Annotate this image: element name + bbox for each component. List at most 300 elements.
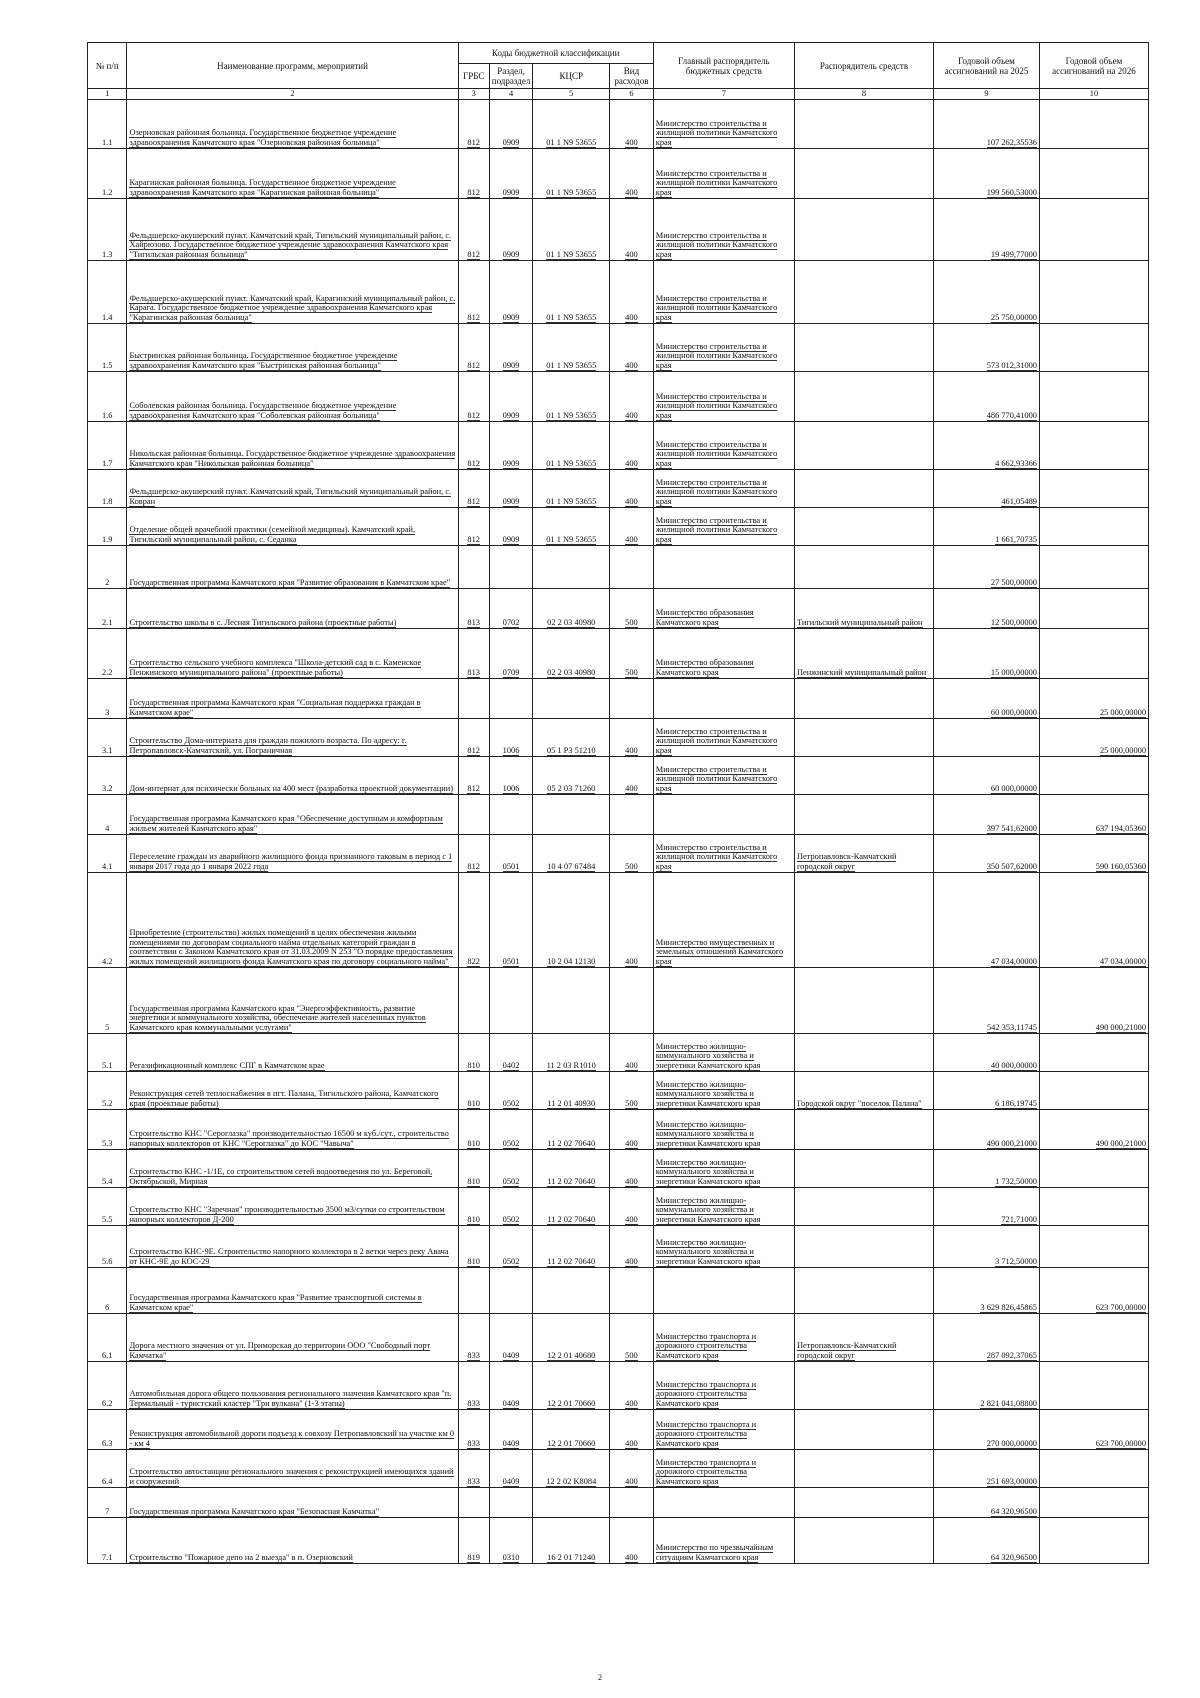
amount-2026-cell (1039, 1187, 1148, 1225)
row-number: 7 (105, 1507, 110, 1516)
expense-type-cell (610, 1449, 654, 1487)
amount-2025: 60 000,00000 (990, 784, 1037, 793)
table-row (88, 1361, 1149, 1409)
program-name: Фельдшерско-акушерский пункт. Камчатский край, Карагинский муниципальный район, с. Карага. Государственное бюджетное учреждение здравоохранения Камчатского края "Карагинская районная больница" (129, 293, 456, 322)
row-number: 1.3 (101, 250, 113, 259)
manager-cell (794, 371, 933, 421)
header-grbs: ГРБС (458, 64, 489, 89)
kcsr-code-cell (533, 507, 610, 545)
row-number: 5.1 (101, 1061, 113, 1070)
kcsr-code-cell (533, 1149, 610, 1187)
manager-cell (794, 99, 933, 148)
program-name-cell (127, 628, 458, 678)
page-number: 2 (598, 1673, 602, 1682)
row-number: 1.8 (101, 497, 113, 506)
amount-2025: 542 353,11745 (986, 1023, 1037, 1032)
grbs-code: 812 (467, 250, 480, 259)
kcsr-code: 11 2 03 R1010 (546, 1061, 596, 1070)
kcsr-code-cell (533, 148, 610, 198)
amount-2026-cell (1039, 834, 1148, 872)
amount-2025-cell (934, 1225, 1040, 1267)
row-number: 6.3 (101, 1439, 113, 1448)
manager-cell (794, 323, 933, 371)
table-row (88, 507, 1149, 545)
amount-2025: 4 662,93366 (995, 459, 1037, 468)
kcsr-code-cell (533, 1225, 610, 1267)
main-manager: Министерство строительства и жилищной политики Камчатского края (655, 477, 778, 506)
row-number: 3.1 (101, 746, 113, 755)
section-code: 0409 (502, 1399, 520, 1408)
amount-2025-cell (934, 99, 1040, 148)
row-number-cell (88, 1187, 127, 1225)
kcsr-code: 01 1 N9 53655 (546, 497, 597, 506)
program-name: Озерновская районная больница. Государственное бюджетное учреждение здравоохранения Камчатского края "Озерновская районная больница" (129, 128, 397, 147)
grbs-code: 812 (467, 497, 480, 506)
kcsr-code-cell (533, 588, 610, 628)
amount-2026-cell (1039, 967, 1148, 1033)
amount-2026-cell (1039, 872, 1148, 967)
expense-type-cell (610, 507, 654, 545)
row-number-cell (88, 967, 127, 1033)
grbs-code-cell (458, 967, 489, 1033)
manager-cell (794, 794, 933, 834)
table-row (88, 1187, 1149, 1225)
row-number: 5.3 (101, 1139, 113, 1148)
expense-type-cell (610, 1109, 654, 1149)
main-manager-cell (653, 718, 794, 756)
row-number-cell (88, 148, 127, 198)
expense-type: 400 (625, 1177, 638, 1186)
expense-type-cell (610, 371, 654, 421)
grbs-code-cell (458, 756, 489, 794)
program-name-cell (127, 1149, 458, 1187)
header-year-2026: Годовой объем ассигнований на 2026 (1039, 43, 1148, 89)
program-name-cell (127, 588, 458, 628)
expense-type-cell (610, 1225, 654, 1267)
section-code: 0409 (502, 1477, 520, 1486)
table-row (88, 421, 1149, 469)
kcsr-code-cell (533, 1361, 610, 1409)
amount-2025-cell (934, 1361, 1040, 1409)
program-name: Отделение общей врачебной практики (семейной медицины). Камчатский край, Тигильский муниципальный район, с. Седанка (129, 525, 416, 544)
grbs-code: 812 (467, 411, 480, 420)
grbs-code-cell (458, 260, 489, 323)
amount-2026-cell (1039, 323, 1148, 371)
manager-cell (794, 1313, 933, 1361)
amount-2025-cell (934, 872, 1040, 967)
expense-type: 400 (625, 1553, 638, 1562)
amount-2025-cell (934, 421, 1040, 469)
program-name-cell (127, 756, 458, 794)
expense-type-cell (610, 1361, 654, 1409)
section-code: 0909 (502, 459, 520, 468)
amount-2025-cell (934, 1449, 1040, 1487)
row-number: 5.5 (101, 1215, 113, 1224)
amount-2026: 490 000,21000 (1095, 1023, 1146, 1032)
program-name: Переселение граждан из аварийного жилищного фонда признанного таковым в период с 1 января 2017 года до 1 января 2022 года (129, 852, 453, 871)
amount-2026-cell (1039, 756, 1148, 794)
section-code-cell (489, 1449, 533, 1487)
expense-type-cell (610, 1409, 654, 1449)
section-code-cell (489, 469, 533, 507)
program-name: Государственная программа Камчатского края "Безопасная Камчатка" (129, 1507, 379, 1516)
kcsr-code: 01 1 N9 53655 (546, 188, 597, 197)
program-name: Государственная программа Камчатского края "Развитие образования в Камчатском крае" (129, 578, 451, 587)
program-name-cell (127, 198, 458, 260)
row-number-cell (88, 371, 127, 421)
main-manager-cell (653, 260, 794, 323)
expense-type: 400 (625, 784, 638, 793)
kcsr-code: 01 1 N9 53655 (546, 411, 597, 420)
program-name: Автомобильная дорога общего пользования регионального значения Камчатского края "п. Термальный - туристский кластер "Три вулкана" (1-3 этапы) (129, 1389, 452, 1408)
expense-type: 400 (625, 1477, 638, 1486)
table-row (88, 628, 1149, 678)
section-code-cell (489, 1487, 533, 1517)
expense-type: 400 (625, 497, 638, 506)
grbs-code: 810 (467, 1099, 480, 1108)
grbs-code: 833 (467, 1399, 480, 1408)
expense-type: 400 (625, 250, 638, 259)
kcsr-code-cell (533, 718, 610, 756)
amount-2026-cell (1039, 1487, 1148, 1517)
main-manager-cell (653, 967, 794, 1033)
amount-2025-cell (934, 588, 1040, 628)
program-name: Строительство сельского учебного комплекса "Школа-детский сад в с. Каменское Пенжинского муниципального района" (проектные работы) (129, 658, 422, 677)
section-code-cell (489, 756, 533, 794)
section-code-cell (489, 967, 533, 1033)
amount-2025: 60 000,00000 (990, 708, 1037, 717)
budget-table (87, 42, 1149, 1564)
manager-cell (794, 678, 933, 718)
amount-2026-cell (1039, 718, 1148, 756)
amount-2025: 40 000,00000 (990, 1061, 1037, 1070)
expense-type-cell (610, 588, 654, 628)
table-row (88, 371, 1149, 421)
row-number-cell (88, 469, 127, 507)
main-manager-cell (653, 1267, 794, 1313)
expense-type-cell (610, 260, 654, 323)
expense-type-cell (610, 421, 654, 469)
row-number: 2.2 (101, 668, 113, 677)
amount-2025-cell (934, 628, 1040, 678)
section-code: 0709 (502, 668, 520, 677)
section-code-cell (489, 99, 533, 148)
main-manager: Министерство транспорта и дорожного строительства Камчатского края (655, 1331, 757, 1360)
grbs-code: 812 (467, 313, 480, 322)
grbs-code-cell (458, 1517, 489, 1563)
main-manager: Министерство жилищно-коммунального хозяйства и энергетики Камчатского края (655, 1041, 761, 1070)
manager-cell (794, 1225, 933, 1267)
manager-cell (794, 1187, 933, 1225)
amount-2025: 287 092,37065 (986, 1351, 1037, 1360)
program-name: Реконструкция сетей теплоснабжения в пгт. Палана, Тигильского района, Камчатского края (проектные работы) (129, 1089, 439, 1108)
kcsr-code: 05 2 03 71260 (547, 784, 596, 793)
program-name: Быстринская районная больница. Государственное бюджетное учреждение здравоохранения Камчатского края "Быстринская районная больница" (129, 351, 398, 370)
main-manager: Министерство жилищно-коммунального хозяйства и энергетики Камчатского края (655, 1119, 761, 1148)
expense-type-cell (610, 834, 654, 872)
amount-2026: 623 700,00000 (1095, 1303, 1146, 1312)
row-number-cell (88, 678, 127, 718)
expense-type-cell (610, 1033, 654, 1071)
column-number: 4 (489, 89, 533, 100)
column-number: 3 (458, 89, 489, 100)
main-manager-cell (653, 545, 794, 588)
amount-2026-cell (1039, 794, 1148, 834)
main-manager: Министерство строительства и жилищной политики Камчатского края (655, 118, 778, 147)
row-number-cell (88, 1409, 127, 1449)
program-name-cell (127, 1409, 458, 1449)
header-num: № п/п (88, 43, 127, 89)
section-code-cell (489, 507, 533, 545)
kcsr-code-cell (533, 545, 610, 588)
program-name: Строительство КНС "Сероглазка" производительностью 16500 м куб./сут., строительство напорных коллекторов от КНС "Сероглазка" до КОС "Чавыча" (129, 1129, 449, 1148)
amount-2026: 25 000,00000 (1099, 708, 1146, 717)
main-manager: Министерство строительства и жилищной политики Камчатского края (655, 168, 778, 197)
row-number: 6.4 (101, 1477, 113, 1486)
program-name-cell (127, 421, 458, 469)
section-code: 0909 (502, 250, 520, 259)
header-manager: Распорядитель средств (794, 43, 933, 89)
row-number-cell (88, 99, 127, 148)
main-manager: Министерство транспорта и дорожного строительства Камчатского края (655, 1379, 757, 1408)
section-code-cell (489, 678, 533, 718)
kcsr-code: 02 2 03 40980 (547, 668, 596, 677)
main-manager: Министерство строительства и жилищной политики Камчатского края (655, 391, 778, 420)
amount-2025: 19 499,77000 (990, 250, 1037, 259)
section-code: 0909 (502, 138, 520, 147)
grbs-code: 812 (467, 535, 480, 544)
grbs-code: 812 (467, 459, 480, 468)
grbs-code: 810 (467, 1061, 480, 1070)
header-year-2025: Годовой объем ассигнований на 2025 (934, 43, 1040, 89)
program-name: Государственная программа Камчатского края "Социальная поддержка граждан в Камчатском крае" (129, 698, 421, 717)
manager-cell (794, 1109, 933, 1149)
expense-type: 500 (625, 1099, 638, 1108)
amount-2025-cell (934, 967, 1040, 1033)
expense-type-cell (610, 1487, 654, 1517)
row-number-cell (88, 872, 127, 967)
section-code: 0909 (502, 411, 520, 420)
row-number: 6 (105, 1303, 110, 1312)
kcsr-code: 01 1 N9 53655 (546, 459, 597, 468)
row-number: 1.2 (101, 188, 113, 197)
grbs-code-cell (458, 718, 489, 756)
grbs-code: 810 (467, 1139, 480, 1148)
section-code: 0502 (502, 1257, 520, 1266)
expense-type-cell (610, 1149, 654, 1187)
amount-2026-cell (1039, 507, 1148, 545)
grbs-code-cell (458, 872, 489, 967)
row-number-cell (88, 260, 127, 323)
expense-type-cell (610, 794, 654, 834)
main-manager-cell (653, 872, 794, 967)
table-row (88, 756, 1149, 794)
row-number: 2 (105, 578, 110, 587)
expense-type: 400 (625, 1399, 638, 1408)
program-name: Государственная программа Камчатского края "Обеспечение доступным и комфортным жильем жителей Камчатского края" (129, 814, 443, 833)
main-manager-cell (653, 1109, 794, 1149)
manager-cell (794, 1267, 933, 1313)
table-row (88, 872, 1149, 967)
section-code-cell (489, 1071, 533, 1109)
section-code: 0502 (502, 1139, 520, 1148)
amount-2025: 199 560,53000 (986, 188, 1037, 197)
amount-2026-cell (1039, 545, 1148, 588)
section-code-cell (489, 1267, 533, 1313)
grbs-code-cell (458, 1149, 489, 1187)
grbs-code: 812 (467, 188, 480, 197)
expense-type: 500 (625, 618, 638, 627)
row-number: 3 (105, 708, 110, 717)
kcsr-code-cell (533, 1267, 610, 1313)
row-number: 5.6 (101, 1257, 113, 1266)
amount-2025-cell (934, 1033, 1040, 1071)
program-name-cell (127, 260, 458, 323)
kcsr-code: 01 1 N9 53655 (546, 535, 597, 544)
section-code-cell (489, 628, 533, 678)
amount-2025: 486 770,41000 (986, 411, 1037, 420)
row-number: 1.7 (101, 459, 113, 468)
manager-cell (794, 469, 933, 507)
section-code: 0502 (502, 1099, 520, 1108)
grbs-code-cell (458, 469, 489, 507)
amount-2026-cell (1039, 1409, 1148, 1449)
section-code-cell (489, 1109, 533, 1149)
kcsr-code: 11 2 02 70640 (547, 1215, 596, 1224)
expense-type: 400 (625, 459, 638, 468)
program-name-cell (127, 1449, 458, 1487)
grbs-code-cell (458, 198, 489, 260)
expense-type-cell (610, 1071, 654, 1109)
section-code-cell (489, 1313, 533, 1361)
section-code-cell (489, 718, 533, 756)
row-number: 4 (105, 824, 110, 833)
kcsr-code: 01 1 N9 53655 (546, 138, 597, 147)
expense-type: 400 (625, 535, 638, 544)
amount-2026-cell (1039, 1361, 1148, 1409)
grbs-code: 812 (467, 746, 480, 755)
grbs-code-cell (458, 1487, 489, 1517)
manager-cell (794, 1487, 933, 1517)
amount-2025-cell (934, 469, 1040, 507)
kcsr-code-cell (533, 260, 610, 323)
amount-2025: 64 320,96500 (990, 1553, 1037, 1562)
row-number: 1.1 (101, 138, 113, 147)
amount-2025-cell (934, 1071, 1040, 1109)
amount-2026: 623 700,00000 (1095, 1439, 1146, 1448)
amount-2026-cell (1039, 260, 1148, 323)
manager-cell (794, 1149, 933, 1187)
manager-cell (794, 507, 933, 545)
program-name: Фельдшерско-акушерский пункт. Камчатский край, Тигильский муниципальный район, с. Хайрюзово. Государственное бюджетное учреждение здравоохранения Камчатского края "Тигильская районная больница" (129, 230, 452, 259)
main-manager-cell (653, 1449, 794, 1487)
main-manager: Министерство жилищно-коммунального хозяйства и энергетики Камчатского края (655, 1157, 761, 1186)
amount-2026-cell (1039, 678, 1148, 718)
section-code-cell (489, 1517, 533, 1563)
amount-2025: 573 012,31000 (986, 361, 1037, 370)
budget-table-sheet (87, 42, 1149, 1564)
kcsr-code-cell (533, 1313, 610, 1361)
program-name-cell (127, 1517, 458, 1563)
row-number: 1.5 (101, 361, 113, 370)
main-manager-cell (653, 1149, 794, 1187)
expense-type: 400 (625, 746, 638, 755)
amount-2026: 490 000,21000 (1095, 1139, 1146, 1148)
row-number-cell (88, 718, 127, 756)
expense-type: 400 (625, 957, 638, 966)
manager-cell (794, 148, 933, 198)
expense-type-cell (610, 469, 654, 507)
grbs-code-cell (458, 1109, 489, 1149)
expense-type-cell (610, 1187, 654, 1225)
section-code: 0909 (502, 188, 520, 197)
column-number: 2 (127, 89, 458, 100)
program-name-cell (127, 834, 458, 872)
table-row (88, 1071, 1149, 1109)
amount-2025: 490 000,21000 (986, 1139, 1037, 1148)
amount-2025-cell (934, 678, 1040, 718)
section-code: 0502 (502, 1215, 520, 1224)
table-row (88, 1033, 1149, 1071)
amount-2025-cell (934, 718, 1040, 756)
kcsr-code: 12 2 01 70660 (547, 1399, 596, 1408)
program-name: Строительство КНС -1/1Е, со строительством сетей водоотведения по ул. Береговой, Октябрьской, Мирная (129, 1167, 433, 1186)
section-code-cell (489, 588, 533, 628)
row-number: 6.2 (101, 1399, 113, 1408)
manager-cell (794, 1517, 933, 1563)
manager-cell (794, 588, 933, 628)
main-manager: Министерство строительства и жилищной политики Камчатского края (655, 726, 778, 755)
main-manager-cell (653, 198, 794, 260)
grbs-code: 833 (467, 1351, 480, 1360)
grbs-code-cell (458, 1409, 489, 1449)
section-code: 0702 (502, 618, 520, 627)
amount-2026: 47 034,00000 (1099, 957, 1146, 966)
main-manager-cell (653, 1313, 794, 1361)
amount-2026-cell (1039, 1071, 1148, 1109)
amount-2025: 12 500,00000 (990, 618, 1037, 627)
expense-type: 500 (625, 1351, 638, 1360)
expense-type-cell (610, 678, 654, 718)
grbs-code-cell (458, 794, 489, 834)
row-number: 4.2 (101, 957, 113, 966)
section-code-cell (489, 260, 533, 323)
amount-2026-cell (1039, 1313, 1148, 1361)
main-manager-cell (653, 1225, 794, 1267)
program-name-cell (127, 794, 458, 834)
row-number: 4.1 (101, 862, 113, 871)
row-number: 1.6 (101, 411, 113, 420)
program-name: Карагинская районная больница. Государственное бюджетное учреждение здравоохранения Камчатского края "Карагинская районная больница" (129, 178, 396, 197)
expense-type-cell (610, 545, 654, 588)
main-manager-cell (653, 1187, 794, 1225)
column-number: 10 (1039, 89, 1148, 100)
row-number-cell (88, 1109, 127, 1149)
grbs-code: 812 (467, 862, 480, 871)
row-number: 1.4 (101, 313, 113, 322)
main-manager-cell (653, 756, 794, 794)
expense-type: 400 (625, 411, 638, 420)
table-row (88, 1149, 1149, 1187)
section-code-cell (489, 1361, 533, 1409)
header-main-manager: Главный распорядитель бюджетных средств (653, 43, 794, 89)
row-number-cell (88, 1033, 127, 1071)
section-code-cell (489, 872, 533, 967)
amount-2025-cell (934, 834, 1040, 872)
amount-2025: 64 320,96500 (990, 1507, 1037, 1516)
row-number: 6.1 (101, 1351, 113, 1360)
amount-2026-cell (1039, 588, 1148, 628)
